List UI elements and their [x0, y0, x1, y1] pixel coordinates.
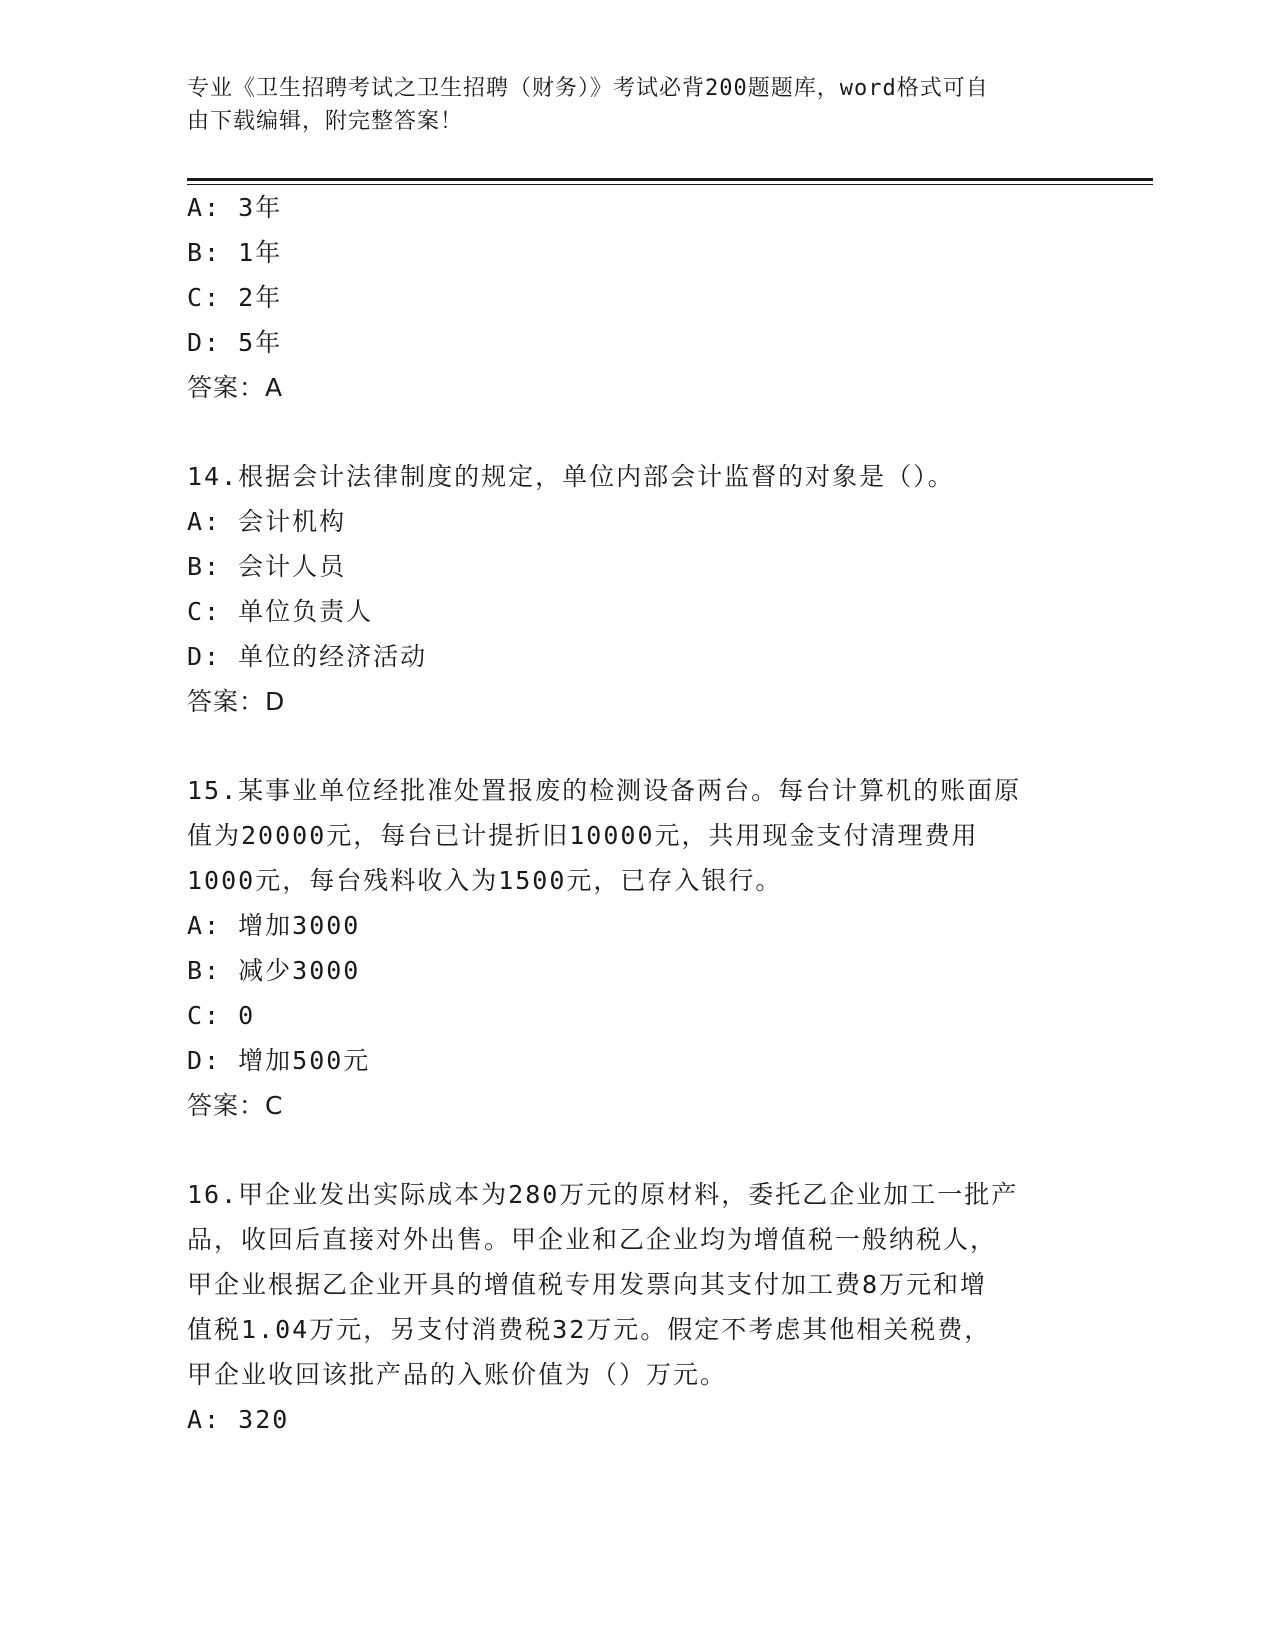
q13-option-b: B: 1年 [187, 238, 283, 267]
q15-stem-line-3: 1000元，每台残料收入为1500元，已存入银行。 [187, 866, 783, 895]
q16-stem-line-1: 16.甲企业发出实际成本为280万元的原材料，委托乙企业加工一批产 [187, 1180, 1019, 1209]
q14-option-c: C: 单位负责人 [187, 597, 374, 626]
q16-stem-line-2: 品，收回后直接对外出售。甲企业和乙企业均为增值税一般纳税人， [187, 1225, 998, 1254]
q14-option-a: A: 会计机构 [187, 507, 347, 536]
q15-option-d: D: 增加500元 [187, 1046, 371, 1075]
q13-option-d: D: 5年 [187, 328, 283, 357]
q15-stem-line-1: 15.某事业单位经批准处置报废的检测设备两台。每台计算机的账面原 [187, 776, 1022, 805]
q13-option-a: A: 3年 [187, 193, 283, 222]
q15-option-c: C: 0 [187, 1001, 256, 1030]
q14-answer: 答案：D [187, 687, 286, 716]
header-line-2: 由下载编辑，附完整答案！ [187, 109, 464, 134]
q15-option-a: A: 增加3000 [187, 911, 361, 940]
q13-answer: 答案：A [187, 373, 284, 402]
header-rule-thick [187, 178, 1153, 181]
document-header [187, 72, 1067, 138]
header-line-1: 专业《卫生招聘考试之卫生招聘（财务）》考试必背200题题库，word格式可自 [187, 76, 989, 101]
q16-option-a: A: 320 [187, 1405, 290, 1434]
q15-option-b: B: 减少3000 [187, 956, 361, 985]
q14-option-d: D: 单位的经济活动 [187, 642, 428, 671]
q16-stem-line-4: 值税1.04万元，另支付消费税32万元。假定不考虑其他相关税费， [187, 1315, 992, 1344]
q16-stem-line-5: 甲企业收回该批产品的入账价值为（）万元。 [187, 1360, 728, 1389]
q16-stem-line-3: 甲企业根据乙企业开具的增值税专用发票向其支付加工费8万元和增 [187, 1270, 988, 1299]
header-rule-thin [187, 184, 1153, 185]
q15-answer: 答案：C [187, 1091, 284, 1120]
q14-option-b: B: 会计人员 [187, 552, 347, 581]
q13-option-c: C: 2年 [187, 283, 283, 312]
q14-stem: 14.根据会计法律制度的规定，单位内部会计监督的对象是（）。 [187, 462, 955, 491]
q15-stem-line-2: 值为20000元，每台已计提折旧10000元，共用现金支付清理费用 [187, 821, 979, 850]
